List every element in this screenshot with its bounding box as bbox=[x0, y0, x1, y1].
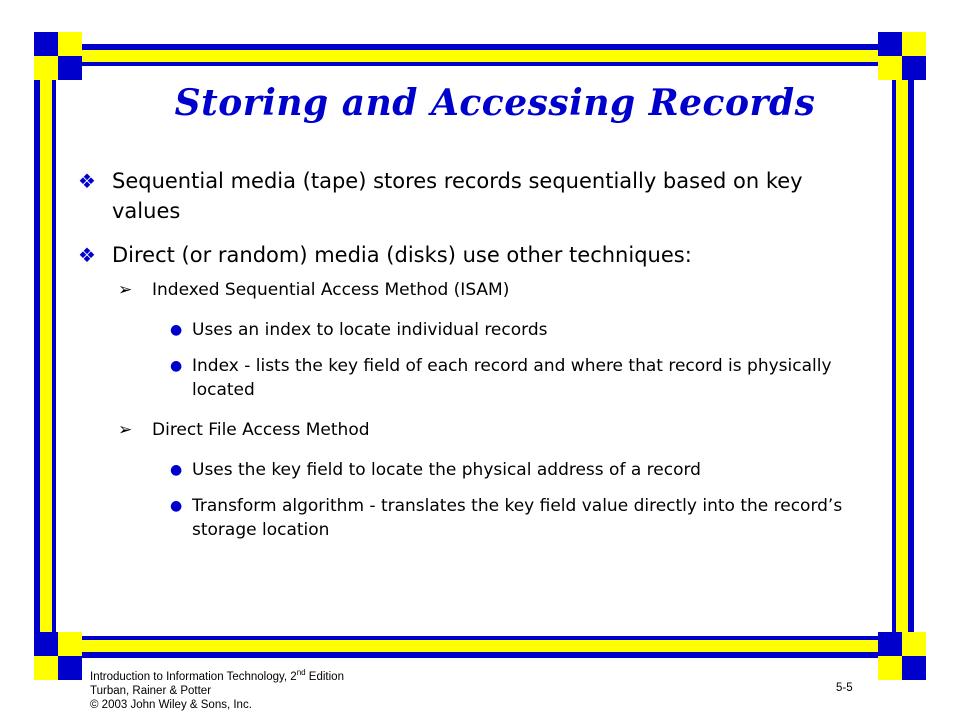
frame-left-line bbox=[52, 56, 56, 646]
bullet-text: Uses an index to locate individual records bbox=[192, 320, 548, 340]
bullet-level1 bbox=[74, 166, 874, 226]
bullet-text: Indexed Sequential Access Method (ISAM) bbox=[152, 280, 510, 300]
dot-bullet-icon: ● bbox=[170, 498, 183, 514]
frame-right-inner bbox=[896, 56, 908, 646]
slide-footer bbox=[90, 670, 344, 712]
footer-book-title: Introduction to Information Technology, 2nd Edition bbox=[90, 668, 344, 683]
frame-top-line bbox=[58, 62, 890, 66]
dot-bullet-icon: ● bbox=[170, 358, 183, 374]
footer-authors: Turban, Rainer & Potter bbox=[90, 685, 212, 697]
dot-bullet-icon: ● bbox=[170, 462, 183, 478]
bullet-text: Direct (or random) media (disks) use other techniques: bbox=[112, 243, 692, 267]
arrowhead-bullet-icon: ➢ bbox=[118, 280, 133, 300]
bullet-level2 bbox=[74, 278, 874, 302]
slide-content bbox=[74, 166, 874, 554]
frame-bottom-inner bbox=[58, 640, 890, 652]
frame-bottom-outer bbox=[58, 652, 890, 658]
bullet-level3 bbox=[74, 318, 874, 342]
footer-copyright: © 2003 John Wiley & Sons, Inc. bbox=[90, 699, 252, 711]
bullet-text: Direct File Access Method bbox=[152, 420, 370, 440]
diamond-bullet-icon: ❖ bbox=[78, 169, 96, 193]
bullet-text: Index - lists the key field of each record and where that record is physically located bbox=[192, 356, 832, 400]
bullet-text: Sequential media (tape) stores records sequentially based on key values bbox=[112, 169, 803, 223]
bullet-text: Uses the key field to locate the physical address of a record bbox=[192, 460, 701, 480]
dot-bullet-icon: ● bbox=[170, 322, 183, 338]
bullet-level3 bbox=[74, 494, 874, 542]
page-number: 5-5 bbox=[836, 682, 853, 694]
arrowhead-bullet-icon: ➢ bbox=[118, 420, 133, 440]
bullet-text: Transform algorithm - translates the key field value directly into the record’s storage location bbox=[192, 496, 843, 540]
frame-top-inner bbox=[58, 50, 890, 62]
corner-top-right bbox=[878, 32, 926, 80]
bullet-level3 bbox=[74, 458, 874, 482]
frame-right-outer bbox=[908, 56, 914, 646]
frame-left-inner bbox=[40, 56, 52, 646]
bullet-level1 bbox=[74, 240, 874, 270]
corner-top-left bbox=[34, 32, 82, 80]
corner-bottom-right bbox=[878, 632, 926, 680]
corner-bottom-left bbox=[34, 632, 82, 680]
diamond-bullet-icon: ❖ bbox=[78, 243, 96, 267]
bullet-level2 bbox=[74, 418, 874, 442]
bullet-level3 bbox=[74, 354, 874, 402]
slide-title: Storing and Accessing Records bbox=[174, 82, 816, 124]
